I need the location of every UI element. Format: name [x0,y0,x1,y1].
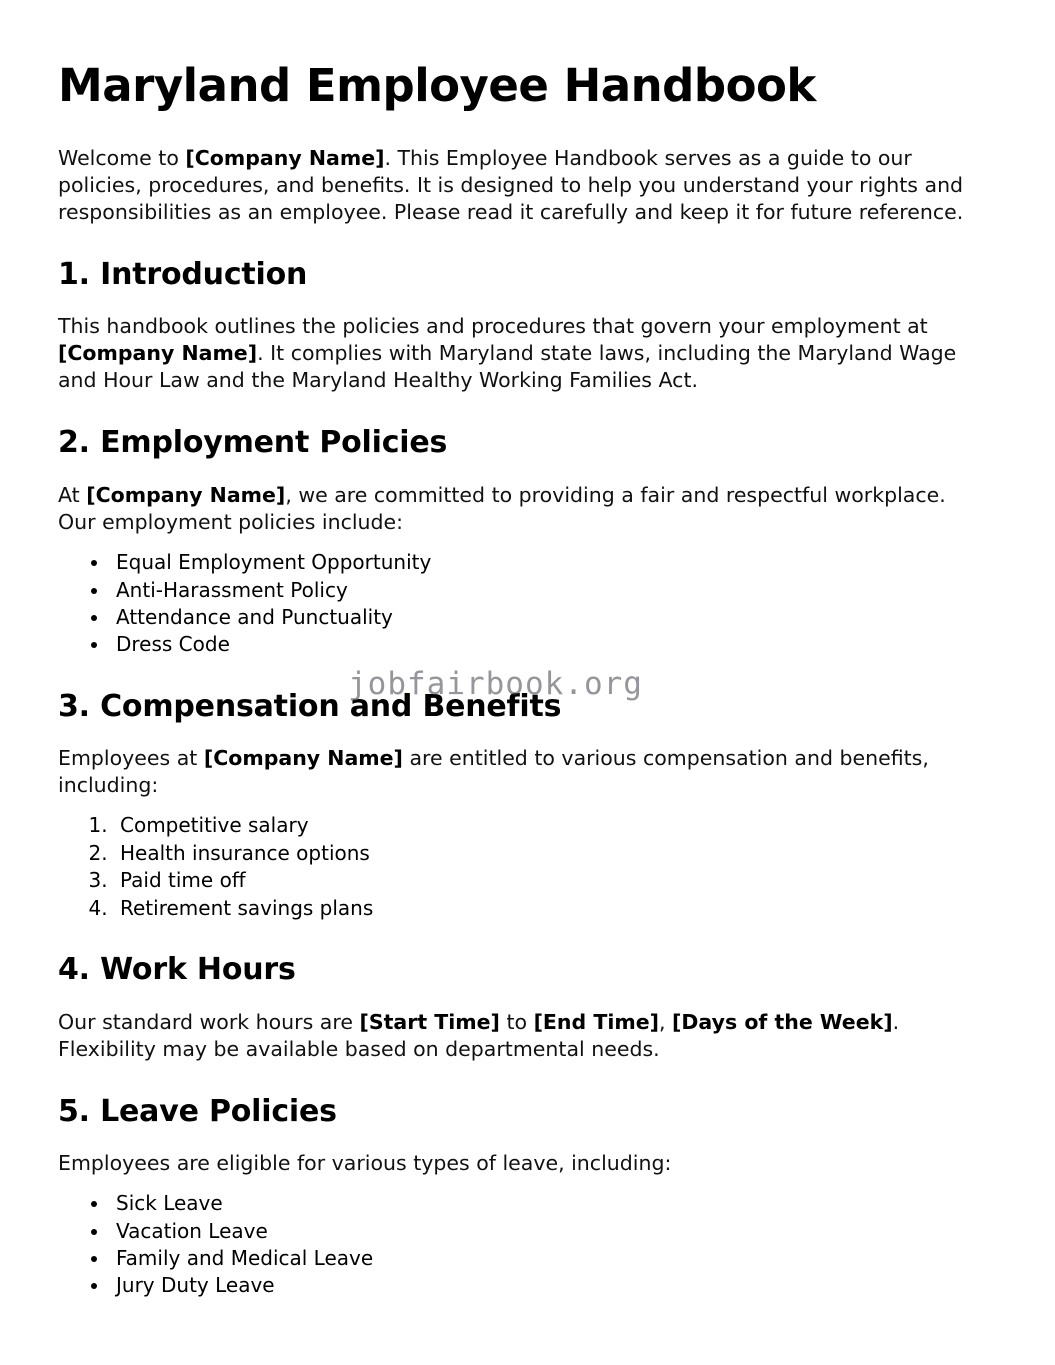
company-name-placeholder: [Company Name] [86,483,286,508]
list-item: 3. Paid time off [114,868,995,893]
section-heading-leave-policies: 5. Leave Policies [58,1093,337,1129]
section-2-paragraph [58,482,988,536]
intro-paragraph [58,145,988,226]
work-hours-comma: , [659,1009,673,1034]
intro-text-after: . This Employee Handbook serves as a guide to our policies, procedures, and benefits. It is designed to help you understand your rights and responsibilities as an employee. Please read it carefully and keep it for future reference. [58,145,964,224]
section-3-paragraph [58,745,988,799]
section-heading-employment-policies: 2. Employment Policies [58,425,448,461]
list-item: 1. Competitive salary [114,813,995,838]
company-name-placeholder: [Company Name] [203,746,403,771]
section-3-text-before: Employees at [58,746,204,771]
employment-policies-list [58,550,995,658]
list-item: • Jury Duty Leave [110,1273,995,1298]
work-hours-text-after: . Flexibility may be available based on departmental needs. [58,1009,900,1061]
company-name-placeholder: [Company Name] [185,145,385,170]
leave-policies-list [58,1191,995,1299]
page-title: Maryland Employee Handbook [58,59,816,112]
section-heading-compensation-and-benefits: 3. Compensation and Benefits [58,688,562,724]
list-item: 2. Health insurance options [114,841,995,866]
list-item: • Family and Medical Leave [110,1246,995,1271]
list-item: • Equal Employment Opportunity [110,550,995,575]
work-hours-text-before: Our standard work hours are [58,1009,360,1034]
list-item: 4. Retirement savings plans [114,896,995,921]
end-time-placeholder: [End Time] [533,1009,659,1034]
section-heading-introduction: 1. Introduction [58,256,308,292]
work-hours-text-middle: to [499,1009,534,1034]
section-1-text-after: . It complies with Maryland state laws, including the Maryland Wage and Hour Law and the Maryland Healthy Working Families Act. [58,341,957,393]
start-time-placeholder: [Start Time] [359,1009,500,1034]
list-item: • Anti-Harassment Policy [110,578,995,603]
site-watermark: jobfairbook.org [348,666,643,702]
list-item: • Vacation Leave [110,1219,995,1244]
section-3-text-after: are entitled to various compensation and benefits, including: [58,746,929,798]
section-2-text-after: , we are committed to providing a fair and respectful workplace. Our employment policies include: [58,483,946,535]
company-name-placeholder: [Company Name] [58,341,258,366]
compensation-benefits-list [58,813,995,921]
list-item: • Sick Leave [110,1191,995,1216]
section-1-paragraph [58,313,988,394]
section-2-text-before: At [58,483,87,508]
list-item: • Dress Code [110,632,995,657]
list-item: • Attendance and Punctuality [110,605,995,630]
section-5-paragraph: Employees are eligible for various types of leave, including: [58,1151,672,1176]
intro-text-before: Welcome to [58,145,186,170]
section-4-paragraph [58,1009,988,1063]
section-heading-work-hours: 4. Work Hours [58,951,296,987]
days-of-week-placeholder: [Days of the Week] [672,1009,893,1034]
section-1-text-before: This handbook outlines the policies and procedures that govern your employment at [58,314,928,339]
